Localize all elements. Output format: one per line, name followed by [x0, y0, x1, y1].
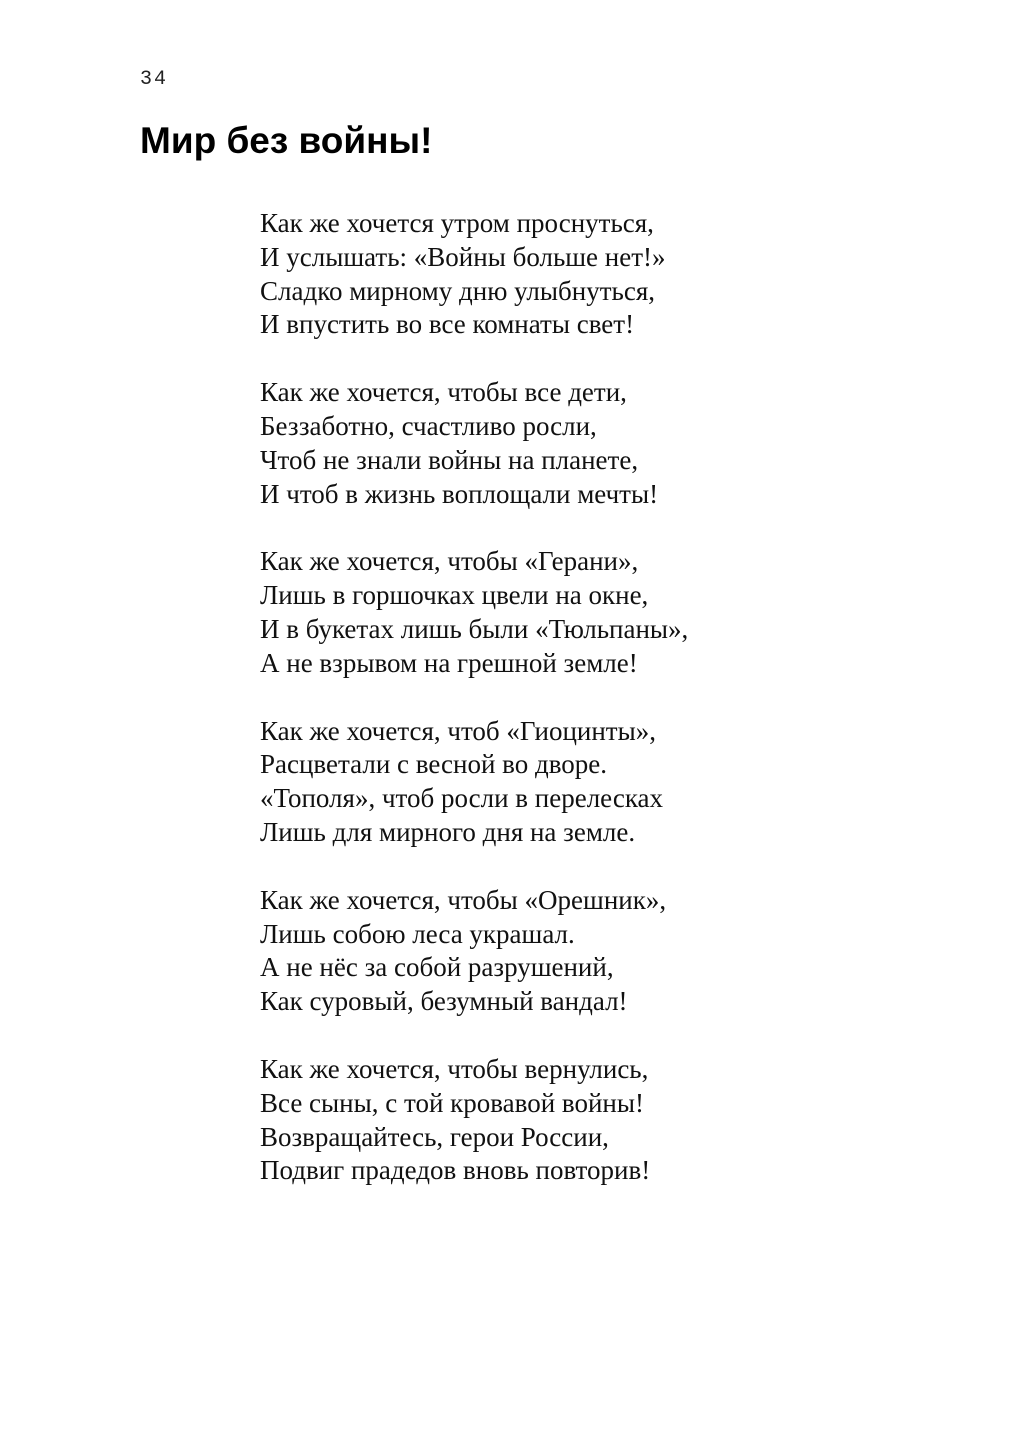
- page-number: 34: [140, 68, 169, 91]
- poem-line: Все сыны, с той кровавой войны!: [260, 1087, 644, 1118]
- poem-line: Подвиг прадедов вновь повторив!: [260, 1155, 651, 1186]
- poem-line: Лишь собою леса украшал.: [260, 918, 575, 949]
- poem-line: И в букетах лишь были «Тюльпаны»,: [260, 613, 689, 644]
- poem-title: Мир без войны!: [140, 120, 433, 161]
- poem-line: Расцветали с весной во дворе.: [260, 749, 607, 780]
- poem-line: Как же хочется, чтобы вернулись,: [260, 1053, 649, 1084]
- poem-line: А не нёс за собой разрушений,: [260, 952, 614, 983]
- stanza-4: [260, 715, 688, 850]
- poem-line: «Тополя», чтоб росли в перелесках: [260, 783, 664, 814]
- stanza-1: [260, 207, 688, 342]
- poem-line: А не взрывом на грешной земле!: [260, 647, 638, 678]
- poem-line: И впустить во все комнаты свет!: [260, 309, 635, 340]
- poem-line: Как же хочется, чтобы «Орешник»,: [260, 884, 667, 915]
- stanza-2: [260, 376, 688, 511]
- stanza-6: [260, 1053, 688, 1188]
- poem-line: Как же хочется, чтобы все дети,: [260, 377, 627, 408]
- poem-line: Как же хочется, чтоб «Гиоцинты»,: [260, 715, 656, 746]
- poem-line: Беззаботно, счастливо росли,: [260, 410, 597, 441]
- poem-line: И услышать: «Войны больше нет!»: [260, 241, 666, 272]
- poem-line: И чтоб в жизнь воплощали мечты!: [260, 478, 659, 509]
- poem-line: Как же хочется, чтобы «Герани»,: [260, 546, 639, 577]
- poem-line: Сладко мирному дню улыбнуться,: [260, 275, 655, 306]
- stanza-5: [260, 884, 688, 1019]
- poem-body: [260, 207, 688, 1222]
- poem-line: Как же хочется утром проснуться,: [260, 208, 654, 238]
- stanza-3: [260, 545, 688, 680]
- poem-line: Лишь в горшочках цвели на окне,: [260, 580, 649, 611]
- poem-line: Возвращайтесь, герои России,: [260, 1121, 609, 1152]
- poem-line: Лишь для мирного дня на земле.: [260, 816, 636, 847]
- poem-line: Чтоб не знали войны на планете,: [260, 444, 639, 475]
- poem-line: Как суровый, безумный вандал!: [260, 986, 628, 1017]
